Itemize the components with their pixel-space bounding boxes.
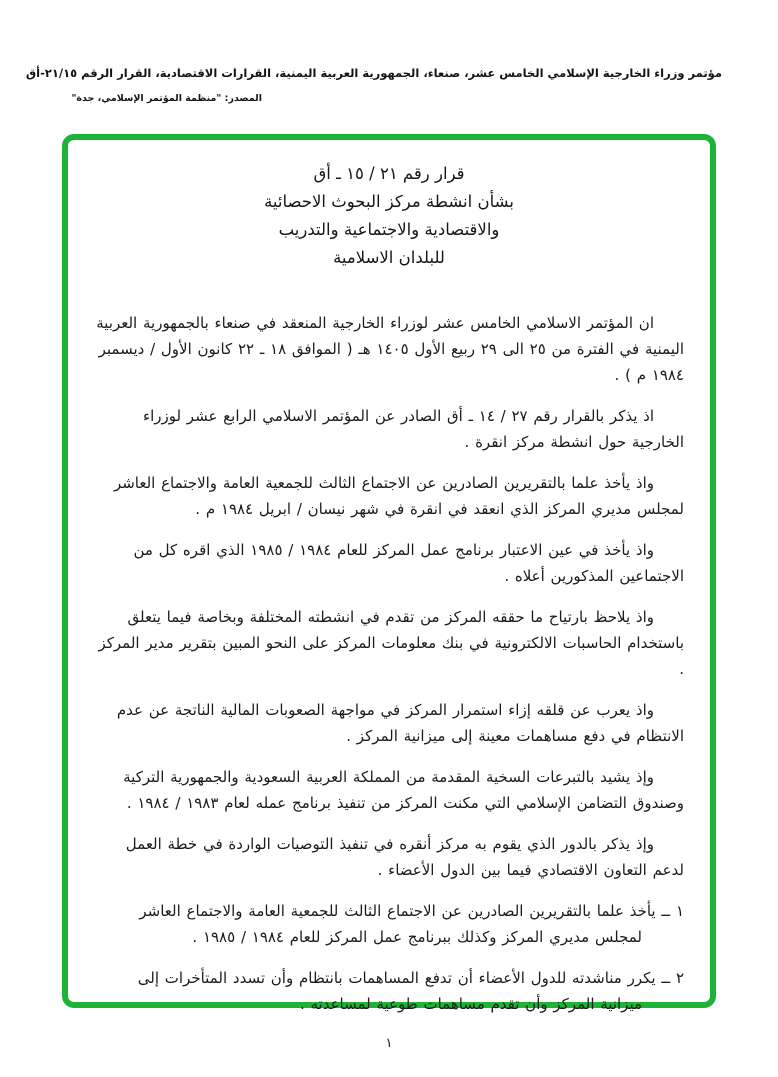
clause-text: يأخذ علما بالتقريرين الصادرين عن الاجتماع الثالث للجمعية العامة والاجتماع العاشر لمجلس مديري المركز وكذلك ببرنامج عمل المركز للعام ١٩٨٤ / ١٩٨٥ . xyxy=(139,902,656,946)
paragraph: اذ يذكر بالقرار رقم ٢٧ / ١٤ ـ أق الصادر عن المؤتمر الاسلامي الرابع عشر لوزراء الخارجية حول انشطة مركز انقرة . xyxy=(143,407,684,451)
resolution-body xyxy=(94,310,684,1017)
resolution-title-line: للبلدان الاسلامية xyxy=(333,248,445,267)
resolution-title-line: بشأن انشطة مركز البحوث الاحصائية xyxy=(264,192,514,211)
resolution-title-line: قرار رقم ٢١ / ١٥ ـ أق xyxy=(313,164,465,183)
numbered-clause xyxy=(94,898,684,950)
document-source-subheader: المصدر: "منظمة المؤتمر الإسلامي، جدة" xyxy=(71,93,262,104)
resolution-title xyxy=(94,160,684,272)
clause-number: ٢ ــ xyxy=(661,969,684,987)
document-source-header: مؤتمر وزراء الخارجية الإسلامي الخامس عشر، صنعاء، الجمهورية العربية اليمنية، القرارات الاقتصادية، القرار الرقم ٢١/١٥-أق xyxy=(25,66,722,80)
paragraph: واذ يلاحظ بارتياح ما حققه المركز من تقدم في انشطته المختلفة وبخاصة فيما يتعلق باستخدام الحاسبات الالكترونية في بنك معلومات المركز على النحو المبين بتقرير مدير المركز . xyxy=(98,608,684,678)
paragraph: ان المؤتمر الاسلامي الخامس عشر لوزراء الخارجية المنعقد في صنعاء بالجمهورية العربية اليمنية في الفترة من ٢٥ الى ٢٩ ربيع الأول ١٤٠٥ هـ ( الموافق ١٨ ـ ٢٢ كانون الأول / ديسمبر ١٩٨٤ م ) . xyxy=(96,314,684,384)
page-number: ١ xyxy=(385,1036,393,1051)
clause-number: ١ ــ xyxy=(661,902,684,920)
paragraph: واذ يأخذ علما بالتقريرين الصادرين عن الاجتماع الثالث للجمعية العامة والاجتماع العاشر لمجلس مديري المركز الذي انعقد في انقرة في شهر نيسان / ابريل ١٩٨٤ م . xyxy=(113,474,684,518)
document-green-frame xyxy=(62,134,716,1013)
paragraph: واذ يأخذ في عين الاعتبار برنامج عمل المركز للعام ١٩٨٤ / ١٩٨٥ الذي اقره كل من الاجتماعين المذكورين أعلاه . xyxy=(133,541,684,585)
numbered-clause xyxy=(94,965,684,1017)
clause-text: يكرر مناشدته للدول الأعضاء أن تدفع المساهمات بانتظام وأن تسدد المتأخرات إلى ميزانية المركز وأن تقدم مساهمات طوعية لمساعدته . xyxy=(137,969,656,1013)
paragraph: وإذ يذكر بالدور الذي يقوم به مركز أنقره في تنفيذ التوصيات الواردة في خطة العمل لدعم التعاون الاقتصادي فيما بين الدول الأعضاء . xyxy=(125,835,684,879)
paragraph: واذ يعرب عن قلقه إزاء استمرار المركز في مواجهة الصعوبات المالية الناتجة عن عدم الانتظام في دفع مساهمات معينة إلى ميزانية المركز . xyxy=(116,701,684,745)
resolution-title-line: والاقتصادية والاجتماعية والتدريب xyxy=(278,220,500,239)
paragraph: وإذ يشيد بالتبرعات السخية المقدمة من المملكة العربية السعودية والجمهورية التركية وصندوق التضامن الإسلامي التي مكنت المركز من تنفيذ برنامج عمله لعام ١٩٨٣ / ١٩٨٤ . xyxy=(123,768,684,812)
